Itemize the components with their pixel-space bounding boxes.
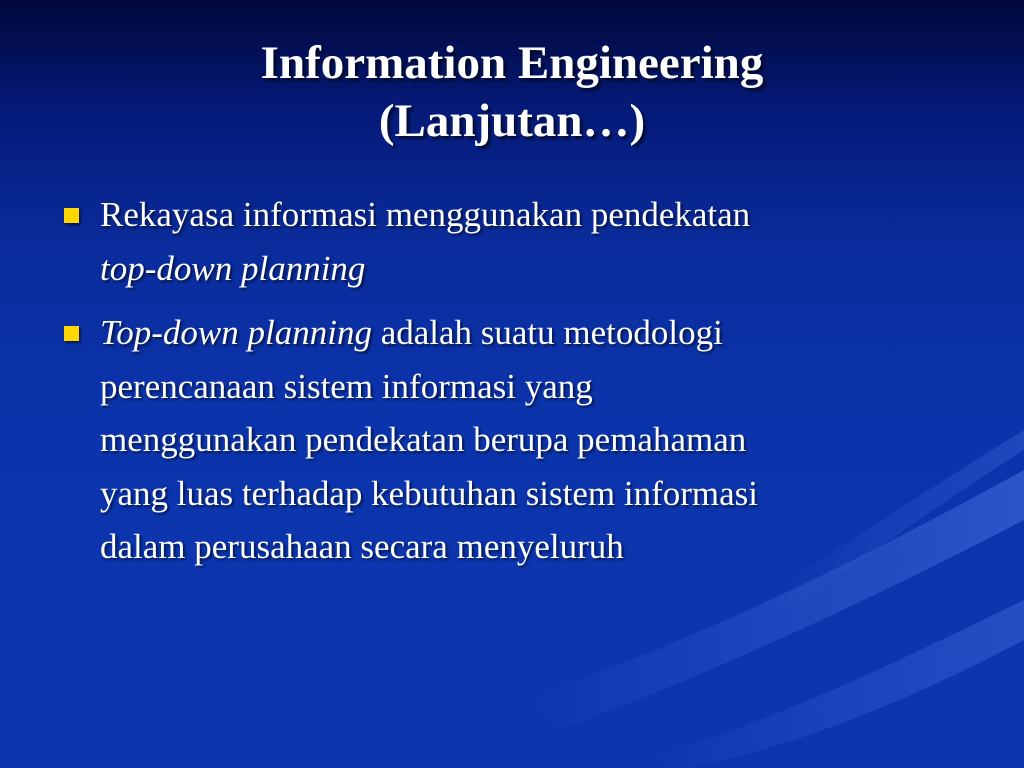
bullet-2-line-3: menggunakan pendekatan berupa pemahaman xyxy=(100,420,747,459)
bullet-1-line-1: Rekayasa informasi menggunakan pendekatan xyxy=(100,195,751,234)
bullet-2-line-1-text: adalah suatu metodologi xyxy=(371,313,723,352)
bullet-2-line-4: yang luas terhadap kebutuhan sistem informasi xyxy=(100,473,759,513)
bullet-item-2 xyxy=(60,306,960,574)
bullet-list xyxy=(60,188,960,585)
bullet-2-line-2: perencanaan sistem informasi yang xyxy=(100,366,593,406)
bullet-2-italic-term: Top-down planning xyxy=(100,313,372,352)
title-line-2: (Lanjutan…) xyxy=(378,95,646,147)
square-bullet-icon xyxy=(64,326,79,341)
square-bullet-icon xyxy=(64,208,79,223)
bullet-2-line-5: dalam perusahaan secara menyeluruh xyxy=(100,527,624,566)
slide-title xyxy=(0,34,1024,150)
bullet-item-1 xyxy=(60,188,960,295)
title-line-1: Information Engineering xyxy=(260,37,764,89)
bullet-1-line-2: top-down planning xyxy=(100,248,366,288)
bullet-2-line-1 xyxy=(100,306,960,360)
